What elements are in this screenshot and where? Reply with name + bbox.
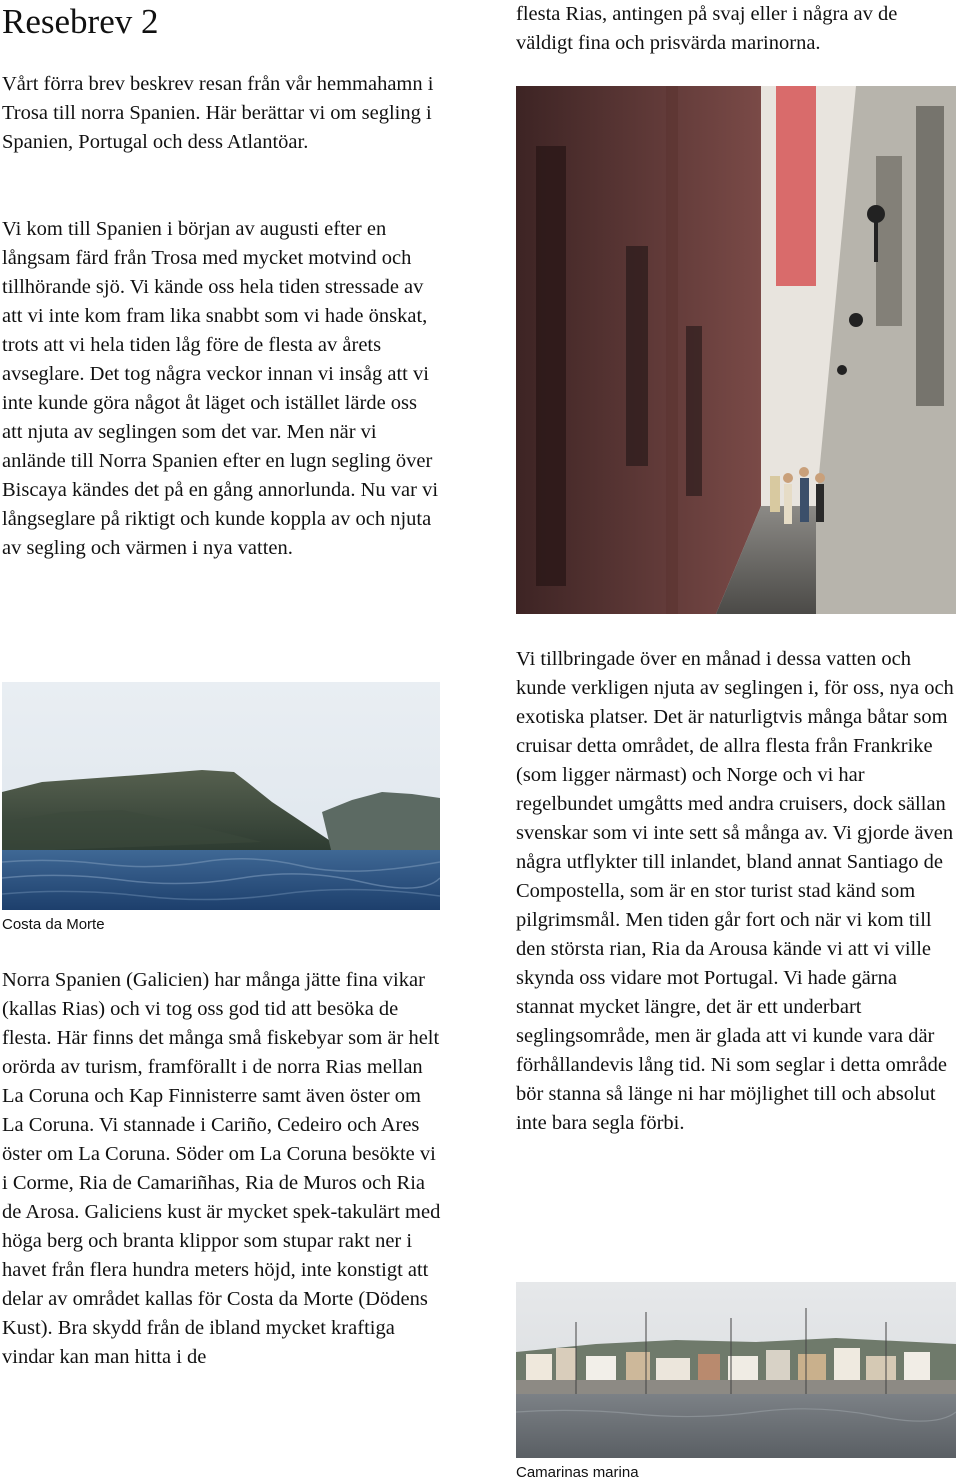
continuation-paragraph: flesta Rias, antingen på svaj eller i några av de väldigt fina och prisvärda marinorna. (516, 3, 898, 54)
cruising-paragraph: Vi tillbringade över en månad i dessa vatten och kunde verkligen njuta av seglingen i, för oss, nya och exotiska platser. Det är naturligtvis många båtar som cruisar detta området, de allra flesta från Frankrike (som ligger närmast) och Norge och vi har regelbundet umgåtts med andra cruisers, dock sällan svenskar som vi inte sett så många av. Vi gjorde även några utflykter till inlandet, bland annat Santiago de Compostella, som är en stor turist stad känd som pilgrimsmål. Men tiden går fort och när vi kom till den största rian, Ria da Arousa kände vi att vi ville skynda oss vidare mot Portugal. Vi hade gärna stannat mycket längre, det är ett underbart seglingsområde, men är glada att vi kunde vara där förhållandevis lång tid. Ni som seglar i detta område bör stanna så länge ni har möjlighet till och absolut inte bara segla förbi. (516, 648, 954, 1134)
intro-paragraph: Vårt förra brev beskrev resan från vår hemmahamn i Trosa till norra Spanien. Här berättar vi om segling i Spanien, Portugal och dess Atlantöar. (2, 73, 434, 153)
camarinas-marina-photo (516, 1282, 956, 1458)
camarinas-marina-caption: Camarinas marina (516, 1464, 639, 1481)
costa-da-morte-caption: Costa da Morte (2, 916, 105, 933)
old-town-street-photo (516, 86, 956, 614)
costa-da-morte-photo (2, 682, 440, 910)
page-title: Resebrev 2 (2, 2, 159, 41)
galicia-paragraph: Norra Spanien (Galicien) har många jätte fina vikar (kallas Rias) och vi tog oss god tid att besöka de flesta. Här finns det många små fiskebyar som är helt orörda av turism, framförallt i de norra Rias mellan La Coruna och Kap Finnisterre samt även öster om La Coruna. Vi stannade i Cariño, Cedeiro och Ares öster om La Coruna. Söder om La Coruna besökte vi i Corme, Ria de Camariñhas, Ria de Muros och Ria de Arosa. Galiciens kust är mycket spek-takulärt med höga berg och branta klippor som stupar rakt ner i havet från flera hundra meters höjd, inte konstigt att delar av området kallas för Costa da Morte (Dödens Kust). Bra skydd från de ibland mycket kraftiga vindar kan man hitta i de (2, 969, 441, 1368)
arrival-paragraph: Vi kom till Spanien i början av augusti efter en långsam färd från Trosa med mycket motvind och tillhörande sjö. Vi kände oss hela tiden stressade av att vi inte kom fram lika snabbt som vi hade önskat, trots att vi hela tiden låg före de flesta av årets avseglare. Det tog några veckor innan vi insåg att vi inte kunde göra något åt läget och istället lärde oss att njuta av seglingen som det var. Men när vi anlände till Norra Spanien efter en lugn segling över Biscaya kändes det på en gång annorlunda. Nu var vi långseglare på riktigt och kunde koppla av och njuta av segling och värmen i nya vatten. (2, 218, 439, 559)
